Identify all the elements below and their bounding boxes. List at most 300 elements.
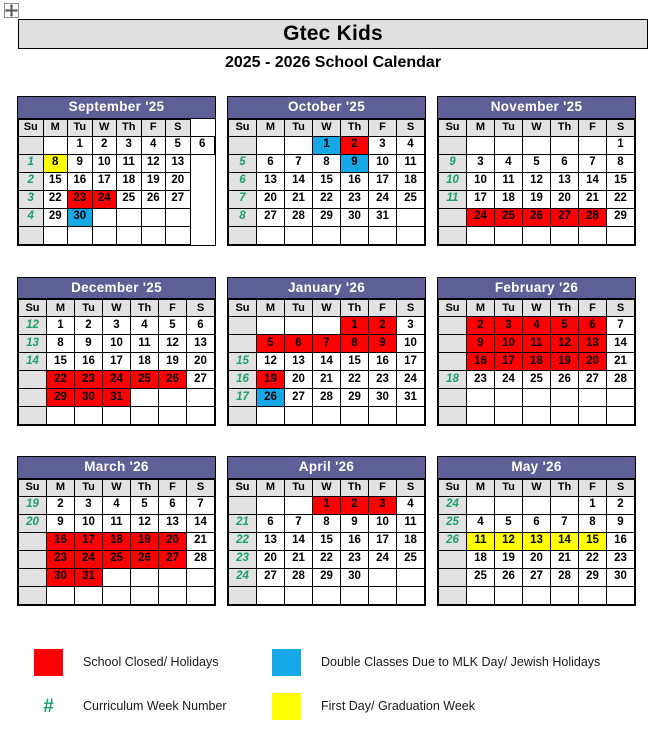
day-cell[interactable]: 10 [495, 335, 523, 353]
curriculum-week-number [19, 371, 47, 389]
day-cell[interactable]: 16 [47, 532, 75, 550]
day-cell[interactable]: 21 [285, 190, 313, 208]
day-cell[interactable]: 15 [579, 532, 607, 550]
day-cell[interactable]: 18 [397, 172, 425, 190]
day-cell[interactable]: 30 [607, 568, 635, 586]
day-cell[interactable]: 29 [47, 389, 75, 407]
day-cell[interactable]: 21 [579, 190, 607, 208]
day-cell[interactable]: 8 [313, 514, 341, 532]
day-cell[interactable]: 9 [341, 514, 369, 532]
day-cell[interactable]: 11 [495, 172, 523, 190]
day-cell[interactable]: 20 [257, 550, 285, 568]
day-cell-empty [257, 496, 285, 514]
day-cell[interactable]: 26 [257, 389, 285, 407]
day-cell-empty [495, 496, 523, 514]
day-cell[interactable]: 2 [75, 317, 103, 335]
day-cell[interactable]: 20 [159, 532, 187, 550]
day-cell[interactable]: 12 [551, 335, 579, 353]
day-cell[interactable]: 6 [285, 335, 313, 353]
day-cell[interactable]: 14 [607, 335, 635, 353]
day-cell[interactable]: 25 [397, 190, 425, 208]
day-cell[interactable]: 4 [467, 514, 495, 532]
curriculum-week-number: 8 [229, 208, 257, 226]
day-cell[interactable]: 22 [43, 190, 68, 208]
day-cell[interactable]: 16 [369, 353, 397, 371]
day-cell[interactable]: 19 [131, 532, 159, 550]
weekday-header-tu: Tu [495, 479, 523, 496]
day-cell[interactable]: 28 [187, 550, 215, 568]
day-cell[interactable]: 10 [103, 335, 131, 353]
day-cell[interactable]: 7 [607, 317, 635, 335]
day-cell[interactable]: 10 [397, 335, 425, 353]
day-cell[interactable]: 19 [141, 172, 166, 190]
day-cell[interactable]: 17 [369, 532, 397, 550]
month-table [438, 479, 635, 605]
day-cell[interactable]: 19 [523, 190, 551, 208]
day-cell-empty [131, 568, 159, 586]
day-cell[interactable]: 24 [467, 208, 495, 226]
day-cell-empty [579, 226, 607, 244]
day-cell[interactable]: 4 [141, 136, 166, 154]
day-cell[interactable]: 19 [551, 353, 579, 371]
day-cell-empty [75, 407, 103, 425]
day-cell[interactable]: 20 [187, 353, 215, 371]
day-cell[interactable]: 10 [369, 514, 397, 532]
day-cell-empty [523, 389, 551, 407]
day-cell[interactable]: 25 [131, 371, 159, 389]
day-cell[interactable]: 22 [607, 190, 635, 208]
day-cell[interactable]: 25 [103, 550, 131, 568]
day-cell[interactable]: 24 [103, 371, 131, 389]
week-row [439, 190, 635, 208]
day-cell[interactable]: 11 [523, 335, 551, 353]
day-cell[interactable]: 16 [75, 353, 103, 371]
day-cell[interactable]: 13 [166, 154, 191, 172]
day-cell[interactable]: 23 [369, 371, 397, 389]
weekday-header-w: W [523, 300, 551, 317]
day-cell[interactable]: 6 [257, 154, 285, 172]
day-cell[interactable]: 13 [187, 335, 215, 353]
day-cell[interactable]: 20 [285, 371, 313, 389]
day-cell-empty [495, 226, 523, 244]
week-row [19, 154, 215, 172]
day-cell[interactable]: 4 [397, 496, 425, 514]
day-cell[interactable]: 28 [285, 568, 313, 586]
day-cell[interactable]: 9 [75, 335, 103, 353]
day-cell[interactable]: 31 [369, 208, 397, 226]
day-cell[interactable]: 12 [495, 532, 523, 550]
day-cell[interactable]: 26 [523, 208, 551, 226]
day-cell[interactable]: 17 [495, 353, 523, 371]
day-cell[interactable]: 18 [117, 172, 142, 190]
day-cell[interactable]: 8 [43, 154, 68, 172]
day-cell[interactable]: 3 [103, 317, 131, 335]
day-cell[interactable]: 25 [495, 208, 523, 226]
table-move-handle-icon[interactable] [4, 3, 19, 18]
day-cell[interactable]: 6 [190, 136, 215, 154]
day-cell[interactable]: 30 [75, 389, 103, 407]
day-cell[interactable]: 8 [47, 335, 75, 353]
curriculum-week-number [19, 532, 47, 550]
day-cell[interactable]: 30 [369, 389, 397, 407]
day-cell[interactable]: 29 [341, 389, 369, 407]
day-cell[interactable]: 31 [75, 568, 103, 586]
day-cell[interactable]: 25 [397, 550, 425, 568]
day-cell[interactable]: 13 [579, 335, 607, 353]
day-cell[interactable]: 24 [397, 371, 425, 389]
day-cell[interactable]: 19 [495, 550, 523, 568]
day-cell[interactable]: 23 [68, 190, 93, 208]
day-cell[interactable]: 14 [579, 172, 607, 190]
day-cell[interactable]: 28 [313, 389, 341, 407]
day-cell[interactable]: 17 [75, 532, 103, 550]
day-cell[interactable]: 20 [523, 550, 551, 568]
day-cell[interactable]: 9 [341, 154, 369, 172]
curriculum-week-number: 22 [229, 532, 257, 550]
day-cell[interactable]: 11 [117, 154, 142, 172]
month-title: December '25 [18, 278, 215, 300]
day-cell[interactable]: 26 [551, 371, 579, 389]
day-cell-empty [166, 226, 191, 244]
day-cell[interactable]: 5 [131, 496, 159, 514]
weekday-header-w: W [103, 300, 131, 317]
day-cell[interactable]: 12 [257, 353, 285, 371]
day-cell[interactable]: 10 [92, 154, 117, 172]
day-cell[interactable]: 7 [187, 496, 215, 514]
day-cell[interactable]: 22 [313, 550, 341, 568]
day-cell[interactable]: 19 [257, 371, 285, 389]
day-cell-empty [47, 586, 75, 604]
day-cell[interactable]: 3 [467, 154, 495, 172]
day-cell[interactable]: 11 [103, 514, 131, 532]
day-cell[interactable]: 27 [257, 208, 285, 226]
day-cell[interactable]: 21 [187, 532, 215, 550]
curriculum-week-number: 3 [19, 190, 44, 208]
day-cell[interactable]: 20 [257, 190, 285, 208]
day-cell[interactable]: 2 [607, 496, 635, 514]
day-cell[interactable]: 26 [141, 190, 166, 208]
day-cell[interactable]: 17 [397, 353, 425, 371]
day-cell[interactable]: 11 [467, 532, 495, 550]
day-cell[interactable]: 13 [285, 353, 313, 371]
day-cell[interactable]: 2 [341, 136, 369, 154]
day-cell[interactable]: 4 [103, 496, 131, 514]
day-cell[interactable]: 18 [397, 532, 425, 550]
page-title: Gtec Kids [283, 22, 383, 45]
day-cell[interactable]: 12 [131, 514, 159, 532]
day-cell[interactable]: 15 [43, 172, 68, 190]
day-cell[interactable]: 2 [341, 496, 369, 514]
weekday-header-row [439, 119, 635, 136]
day-cell[interactable]: 5 [551, 317, 579, 335]
day-cell[interactable]: 22 [47, 371, 75, 389]
day-cell[interactable]: 28 [607, 371, 635, 389]
day-cell-empty [43, 226, 68, 244]
day-cell[interactable]: 9 [369, 335, 397, 353]
day-cell[interactable]: 10 [467, 172, 495, 190]
day-cell[interactable]: 6 [551, 154, 579, 172]
day-cell[interactable]: 16 [341, 172, 369, 190]
weekday-header-w: W [313, 300, 341, 317]
day-cell[interactable]: 9 [68, 154, 93, 172]
day-cell-empty [187, 586, 215, 604]
day-cell[interactable]: 10 [369, 154, 397, 172]
day-cell[interactable]: 2 [467, 317, 495, 335]
day-cell[interactable]: 27 [579, 371, 607, 389]
day-cell[interactable]: 21 [607, 353, 635, 371]
day-cell[interactable]: 23 [607, 550, 635, 568]
day-cell[interactable]: 3 [495, 317, 523, 335]
day-cell[interactable]: 25 [467, 568, 495, 586]
day-cell[interactable]: 1 [313, 136, 341, 154]
day-cell[interactable]: 21 [551, 550, 579, 568]
day-cell[interactable]: 24 [75, 550, 103, 568]
day-cell[interactable]: 15 [313, 172, 341, 190]
day-cell[interactable]: 17 [103, 353, 131, 371]
day-cell[interactable]: 6 [187, 317, 215, 335]
day-cell[interactable]: 24 [495, 371, 523, 389]
week-row [439, 532, 635, 550]
day-cell[interactable]: 16 [607, 532, 635, 550]
day-cell[interactable]: 6 [579, 317, 607, 335]
day-cell[interactable]: 29 [43, 208, 68, 226]
day-cell[interactable]: 7 [579, 154, 607, 172]
day-cell[interactable]: 1 [607, 136, 635, 154]
day-cell[interactable]: 23 [47, 550, 75, 568]
day-cell[interactable]: 19 [159, 353, 187, 371]
legend-swatch-red [34, 649, 63, 676]
day-cell[interactable]: 14 [285, 172, 313, 190]
day-cell[interactable]: 18 [523, 353, 551, 371]
day-cell[interactable]: 4 [397, 136, 425, 154]
day-cell-empty [341, 586, 369, 604]
day-cell[interactable]: 31 [103, 389, 131, 407]
week-row [439, 226, 635, 244]
curriculum-week-number [19, 389, 47, 407]
day-cell[interactable]: 26 [159, 371, 187, 389]
day-cell[interactable]: 15 [607, 172, 635, 190]
day-cell[interactable]: 7 [551, 514, 579, 532]
day-cell[interactable]: 1 [579, 496, 607, 514]
day-cell[interactable]: 5 [159, 317, 187, 335]
day-cell-empty [551, 389, 579, 407]
day-cell[interactable]: 23 [341, 550, 369, 568]
week-row [439, 172, 635, 190]
day-cell[interactable]: 30 [47, 568, 75, 586]
day-cell[interactable]: 1 [68, 136, 93, 154]
day-cell[interactable]: 30 [341, 208, 369, 226]
day-cell[interactable]: 14 [285, 532, 313, 550]
day-cell-empty [131, 586, 159, 604]
day-cell[interactable]: 6 [523, 514, 551, 532]
week-row [439, 208, 635, 226]
day-cell[interactable]: 20 [579, 353, 607, 371]
legend-row [0, 640, 666, 684]
day-cell[interactable]: 1 [47, 317, 75, 335]
day-cell[interactable]: 26 [131, 550, 159, 568]
day-cell[interactable]: 29 [313, 208, 341, 226]
day-cell[interactable]: 27 [285, 389, 313, 407]
day-cell[interactable]: 4 [523, 317, 551, 335]
day-cell[interactable]: 26 [495, 568, 523, 586]
day-cell[interactable]: 8 [341, 335, 369, 353]
curriculum-week-number [19, 136, 44, 154]
day-cell[interactable]: 7 [285, 514, 313, 532]
day-cell-empty [369, 568, 397, 586]
weekday-header-th: Th [131, 479, 159, 496]
day-cell[interactable]: 3 [397, 317, 425, 335]
day-cell[interactable]: 15 [47, 353, 75, 371]
day-cell[interactable]: 18 [131, 353, 159, 371]
day-cell[interactable]: 18 [103, 532, 131, 550]
day-cell[interactable]: 15 [341, 353, 369, 371]
day-cell[interactable]: 12 [159, 335, 187, 353]
day-cell[interactable]: 21 [285, 550, 313, 568]
day-cell[interactable]: 4 [131, 317, 159, 335]
day-cell[interactable]: 6 [159, 496, 187, 514]
day-cell-empty [397, 568, 425, 586]
day-cell[interactable]: 27 [159, 550, 187, 568]
day-cell[interactable]: 10 [75, 514, 103, 532]
day-cell[interactable]: 7 [313, 335, 341, 353]
day-cell[interactable]: 6 [257, 514, 285, 532]
day-cell[interactable]: 11 [397, 514, 425, 532]
day-cell[interactable]: 14 [551, 532, 579, 550]
day-cell-empty [397, 208, 425, 226]
day-cell[interactable]: 5 [523, 154, 551, 172]
day-cell[interactable]: 30 [341, 568, 369, 586]
day-cell[interactable]: 16 [467, 353, 495, 371]
day-cell[interactable]: 2 [47, 496, 75, 514]
day-cell[interactable]: 22 [579, 550, 607, 568]
day-cell[interactable]: 5 [166, 136, 191, 154]
day-cell[interactable]: 20 [551, 190, 579, 208]
day-cell-empty [187, 407, 215, 425]
day-cell[interactable]: 7 [285, 154, 313, 172]
day-cell[interactable]: 13 [257, 532, 285, 550]
day-cell[interactable]: 2 [369, 317, 397, 335]
day-cell[interactable]: 3 [117, 136, 142, 154]
curriculum-week-number: 1 [19, 154, 44, 172]
day-cell[interactable]: 22 [313, 190, 341, 208]
day-cell[interactable]: 24 [369, 550, 397, 568]
day-cell[interactable]: 31 [397, 389, 425, 407]
weekday-header-tu: Tu [285, 300, 313, 317]
day-cell[interactable]: 23 [341, 190, 369, 208]
day-cell[interactable]: 29 [579, 568, 607, 586]
day-cell[interactable]: 12 [141, 154, 166, 172]
month-title: March '26 [18, 457, 215, 479]
day-cell-empty [579, 407, 607, 425]
day-cell[interactable]: 14 [187, 514, 215, 532]
day-cell[interactable]: 2 [92, 136, 117, 154]
week-row [229, 335, 425, 353]
day-cell[interactable]: 21 [313, 371, 341, 389]
day-cell[interactable]: 23 [75, 371, 103, 389]
day-cell[interactable]: 8 [579, 514, 607, 532]
day-cell[interactable]: 1 [313, 496, 341, 514]
day-cell[interactable]: 12 [523, 172, 551, 190]
day-cell[interactable]: 17 [369, 172, 397, 190]
day-cell[interactable]: 13 [551, 172, 579, 190]
day-cell[interactable]: 8 [313, 154, 341, 172]
day-cell[interactable]: 9 [47, 514, 75, 532]
day-cell[interactable]: 27 [166, 190, 191, 208]
day-cell[interactable]: 28 [285, 208, 313, 226]
day-cell[interactable]: 30 [68, 208, 93, 226]
day-cell-empty [467, 389, 495, 407]
day-cell[interactable]: 15 [313, 532, 341, 550]
title-banner [18, 19, 648, 49]
day-cell[interactable]: 5 [257, 335, 285, 353]
day-cell[interactable]: 13 [159, 514, 187, 532]
day-cell[interactable]: 23 [467, 371, 495, 389]
day-cell[interactable]: 11 [131, 335, 159, 353]
day-cell[interactable]: 17 [92, 172, 117, 190]
legend-item [272, 649, 666, 676]
day-cell[interactable]: 3 [369, 136, 397, 154]
day-cell[interactable]: 25 [523, 371, 551, 389]
day-cell[interactable]: 29 [313, 568, 341, 586]
week-row [19, 190, 215, 208]
day-cell[interactable]: 5 [495, 514, 523, 532]
day-cell[interactable]: 3 [369, 496, 397, 514]
day-cell[interactable]: 24 [92, 190, 117, 208]
day-cell-empty [131, 407, 159, 425]
day-cell[interactable]: 25 [117, 190, 142, 208]
day-cell[interactable]: 24 [369, 190, 397, 208]
day-cell-empty [257, 407, 285, 425]
day-cell[interactable]: 8 [607, 154, 635, 172]
day-cell[interactable]: 9 [467, 335, 495, 353]
weekday-header-su: Su [439, 479, 467, 496]
curriculum-week-number [229, 407, 257, 425]
day-cell[interactable]: 14 [313, 353, 341, 371]
week-row [229, 154, 425, 172]
weekday-header-tu: Tu [285, 119, 313, 136]
day-cell[interactable]: 18 [495, 190, 523, 208]
day-cell-empty [166, 208, 191, 226]
day-cell[interactable]: 13 [257, 172, 285, 190]
day-cell-empty [607, 407, 635, 425]
day-cell[interactable]: 9 [607, 514, 635, 532]
week-row [229, 136, 425, 154]
day-cell[interactable]: 29 [607, 208, 635, 226]
day-cell[interactable]: 17 [467, 190, 495, 208]
legend-item [272, 693, 666, 720]
day-cell[interactable]: 27 [523, 568, 551, 586]
day-cell[interactable]: 20 [166, 172, 191, 190]
day-cell-empty [523, 136, 551, 154]
day-cell[interactable]: 27 [187, 371, 215, 389]
day-cell[interactable]: 18 [467, 550, 495, 568]
day-cell[interactable]: 27 [257, 568, 285, 586]
day-cell[interactable]: 3 [75, 496, 103, 514]
day-cell[interactable]: 13 [523, 532, 551, 550]
month-table [228, 299, 425, 425]
day-cell[interactable]: 27 [551, 208, 579, 226]
curriculum-week-number: 6 [229, 172, 257, 190]
day-cell-empty [495, 407, 523, 425]
day-cell[interactable]: 1 [341, 317, 369, 335]
day-cell[interactable]: 16 [68, 172, 93, 190]
day-cell[interactable]: 11 [397, 154, 425, 172]
day-cell[interactable]: 28 [551, 568, 579, 586]
day-cell[interactable]: 28 [579, 208, 607, 226]
day-cell[interactable]: 22 [341, 371, 369, 389]
day-cell[interactable]: 4 [495, 154, 523, 172]
day-cell[interactable]: 16 [341, 532, 369, 550]
